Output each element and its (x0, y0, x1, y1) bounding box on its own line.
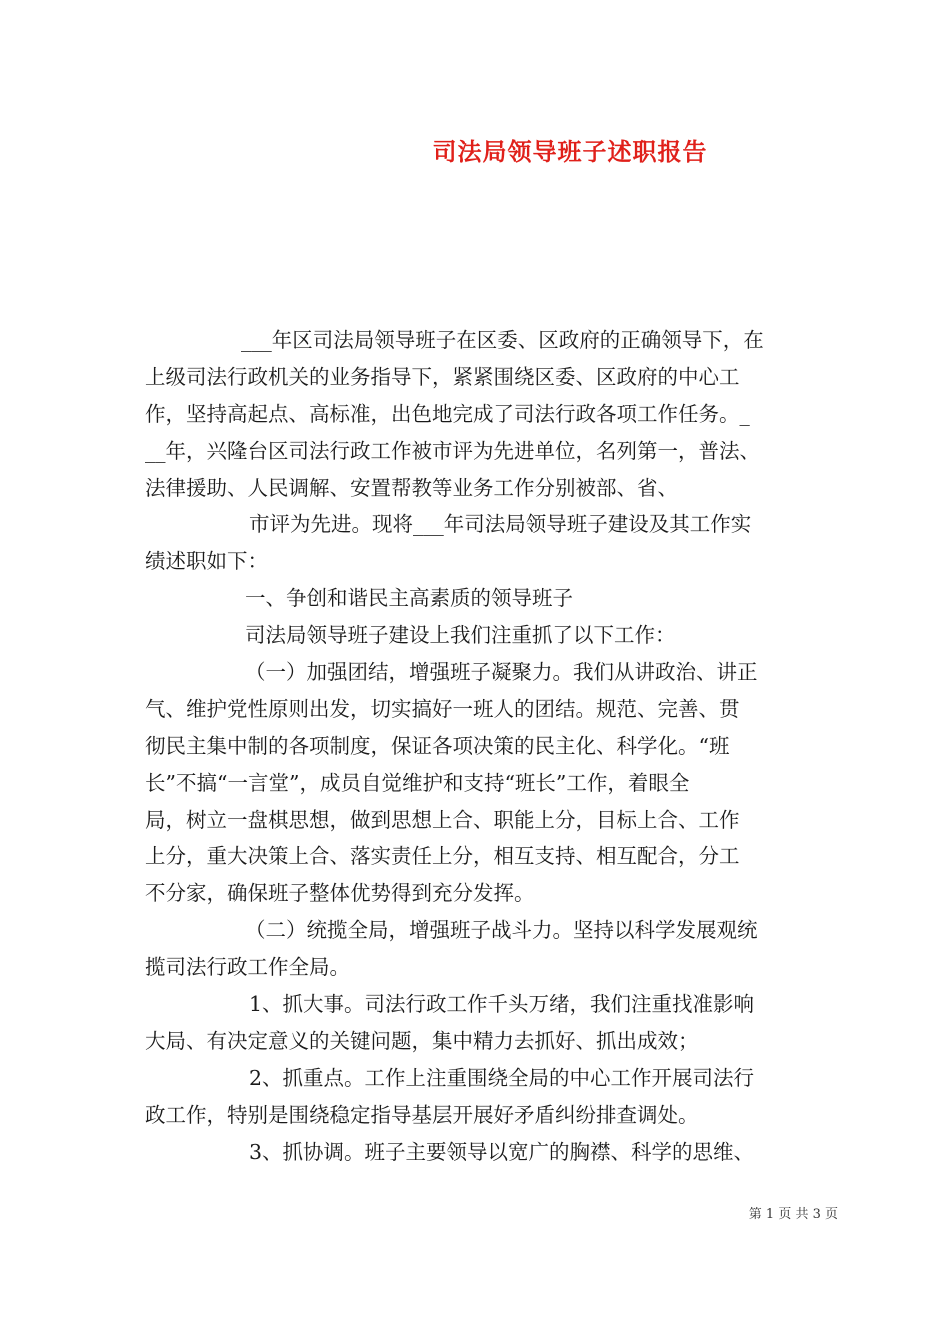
paragraph-line: ___年区司法局领导班子在区委、区政府的正确领导下，在 (241, 328, 764, 352)
paragraph-line: 法律援助、人民调解、安置帮教等业务工作分别被部、省、 (145, 475, 678, 500)
paragraph-line: 长”不搞“一言堂”，成员自觉维护和支持“班长”工作，着眼全 (145, 770, 690, 795)
paragraph-line: 揽司法行政工作全局。 (145, 955, 350, 980)
paragraph-line: 作，坚持高起点、高标准，出色地完成了司法行政各项工作任务。_ (145, 401, 750, 426)
paragraph-line: 上分，重大决策上合、落实责任上分，相互支持、相互配合，分工 (145, 844, 740, 869)
list-item: 3、抓协调。班子主要领导以宽广的胸襟、科学的思维、 (249, 1139, 755, 1164)
section-heading: 一、争创和谐民主高素质的领导班子 (245, 586, 573, 611)
paragraph-line: 绩述职如下： (145, 549, 268, 574)
paragraph-line: 彻民主集中制的各项制度，保证各项决策的民主化、科学化。“班 (145, 733, 730, 758)
paragraph-line: __年，兴隆台区司法行政工作被市评为先进单位，名列第一，普法、 (145, 438, 760, 463)
subsection-heading: （二）统揽全局，增强班子战斗力。坚持以科学发展观统 (245, 918, 758, 943)
paragraph-line: 司法局领导班子建设上我们注重抓了以下工作： (245, 623, 676, 648)
paragraph-line: 不分家，确保班子整体优势得到充分发挥。 (145, 881, 535, 906)
page-number-footer: 第 1 页 共 3 页 (748, 1207, 838, 1222)
paragraph-line: 上级司法行政机关的业务指导下，紧紧围绕区委、区政府的中心工 (145, 364, 740, 389)
paragraph-line: 大局、有决定意义的关键问题，集中精力去抓好、抓出成效； (145, 1028, 699, 1053)
paragraph-line: 政工作，特别是围绕稳定指导基层开展好矛盾纠纷排查调处。 (145, 1102, 699, 1127)
list-item: 2、抓重点。工作上注重围绕全局的中心工作开展司法行 (249, 1065, 755, 1090)
document-body (145, 322, 820, 1170)
list-item: 1、抓大事。司法行政工作千头万绪，我们注重找准影响 (249, 992, 755, 1017)
paragraph-line: 局，树立一盘棋思想，做到思想上合、职能上分，目标上合、工作 (145, 807, 740, 832)
paragraph-line: 市评为先进。现将___年司法局领导班子建设及其工作实 (249, 512, 752, 537)
document-title: 司法局领导班子述职报告 (432, 137, 708, 166)
subsection-heading: （一）加强团结，增强班子凝聚力。我们从讲政治、讲正 (245, 660, 758, 685)
paragraph-line: 气、维护党性原则出发，切实搞好一班人的团结。规范、完善、贯 (145, 696, 740, 721)
